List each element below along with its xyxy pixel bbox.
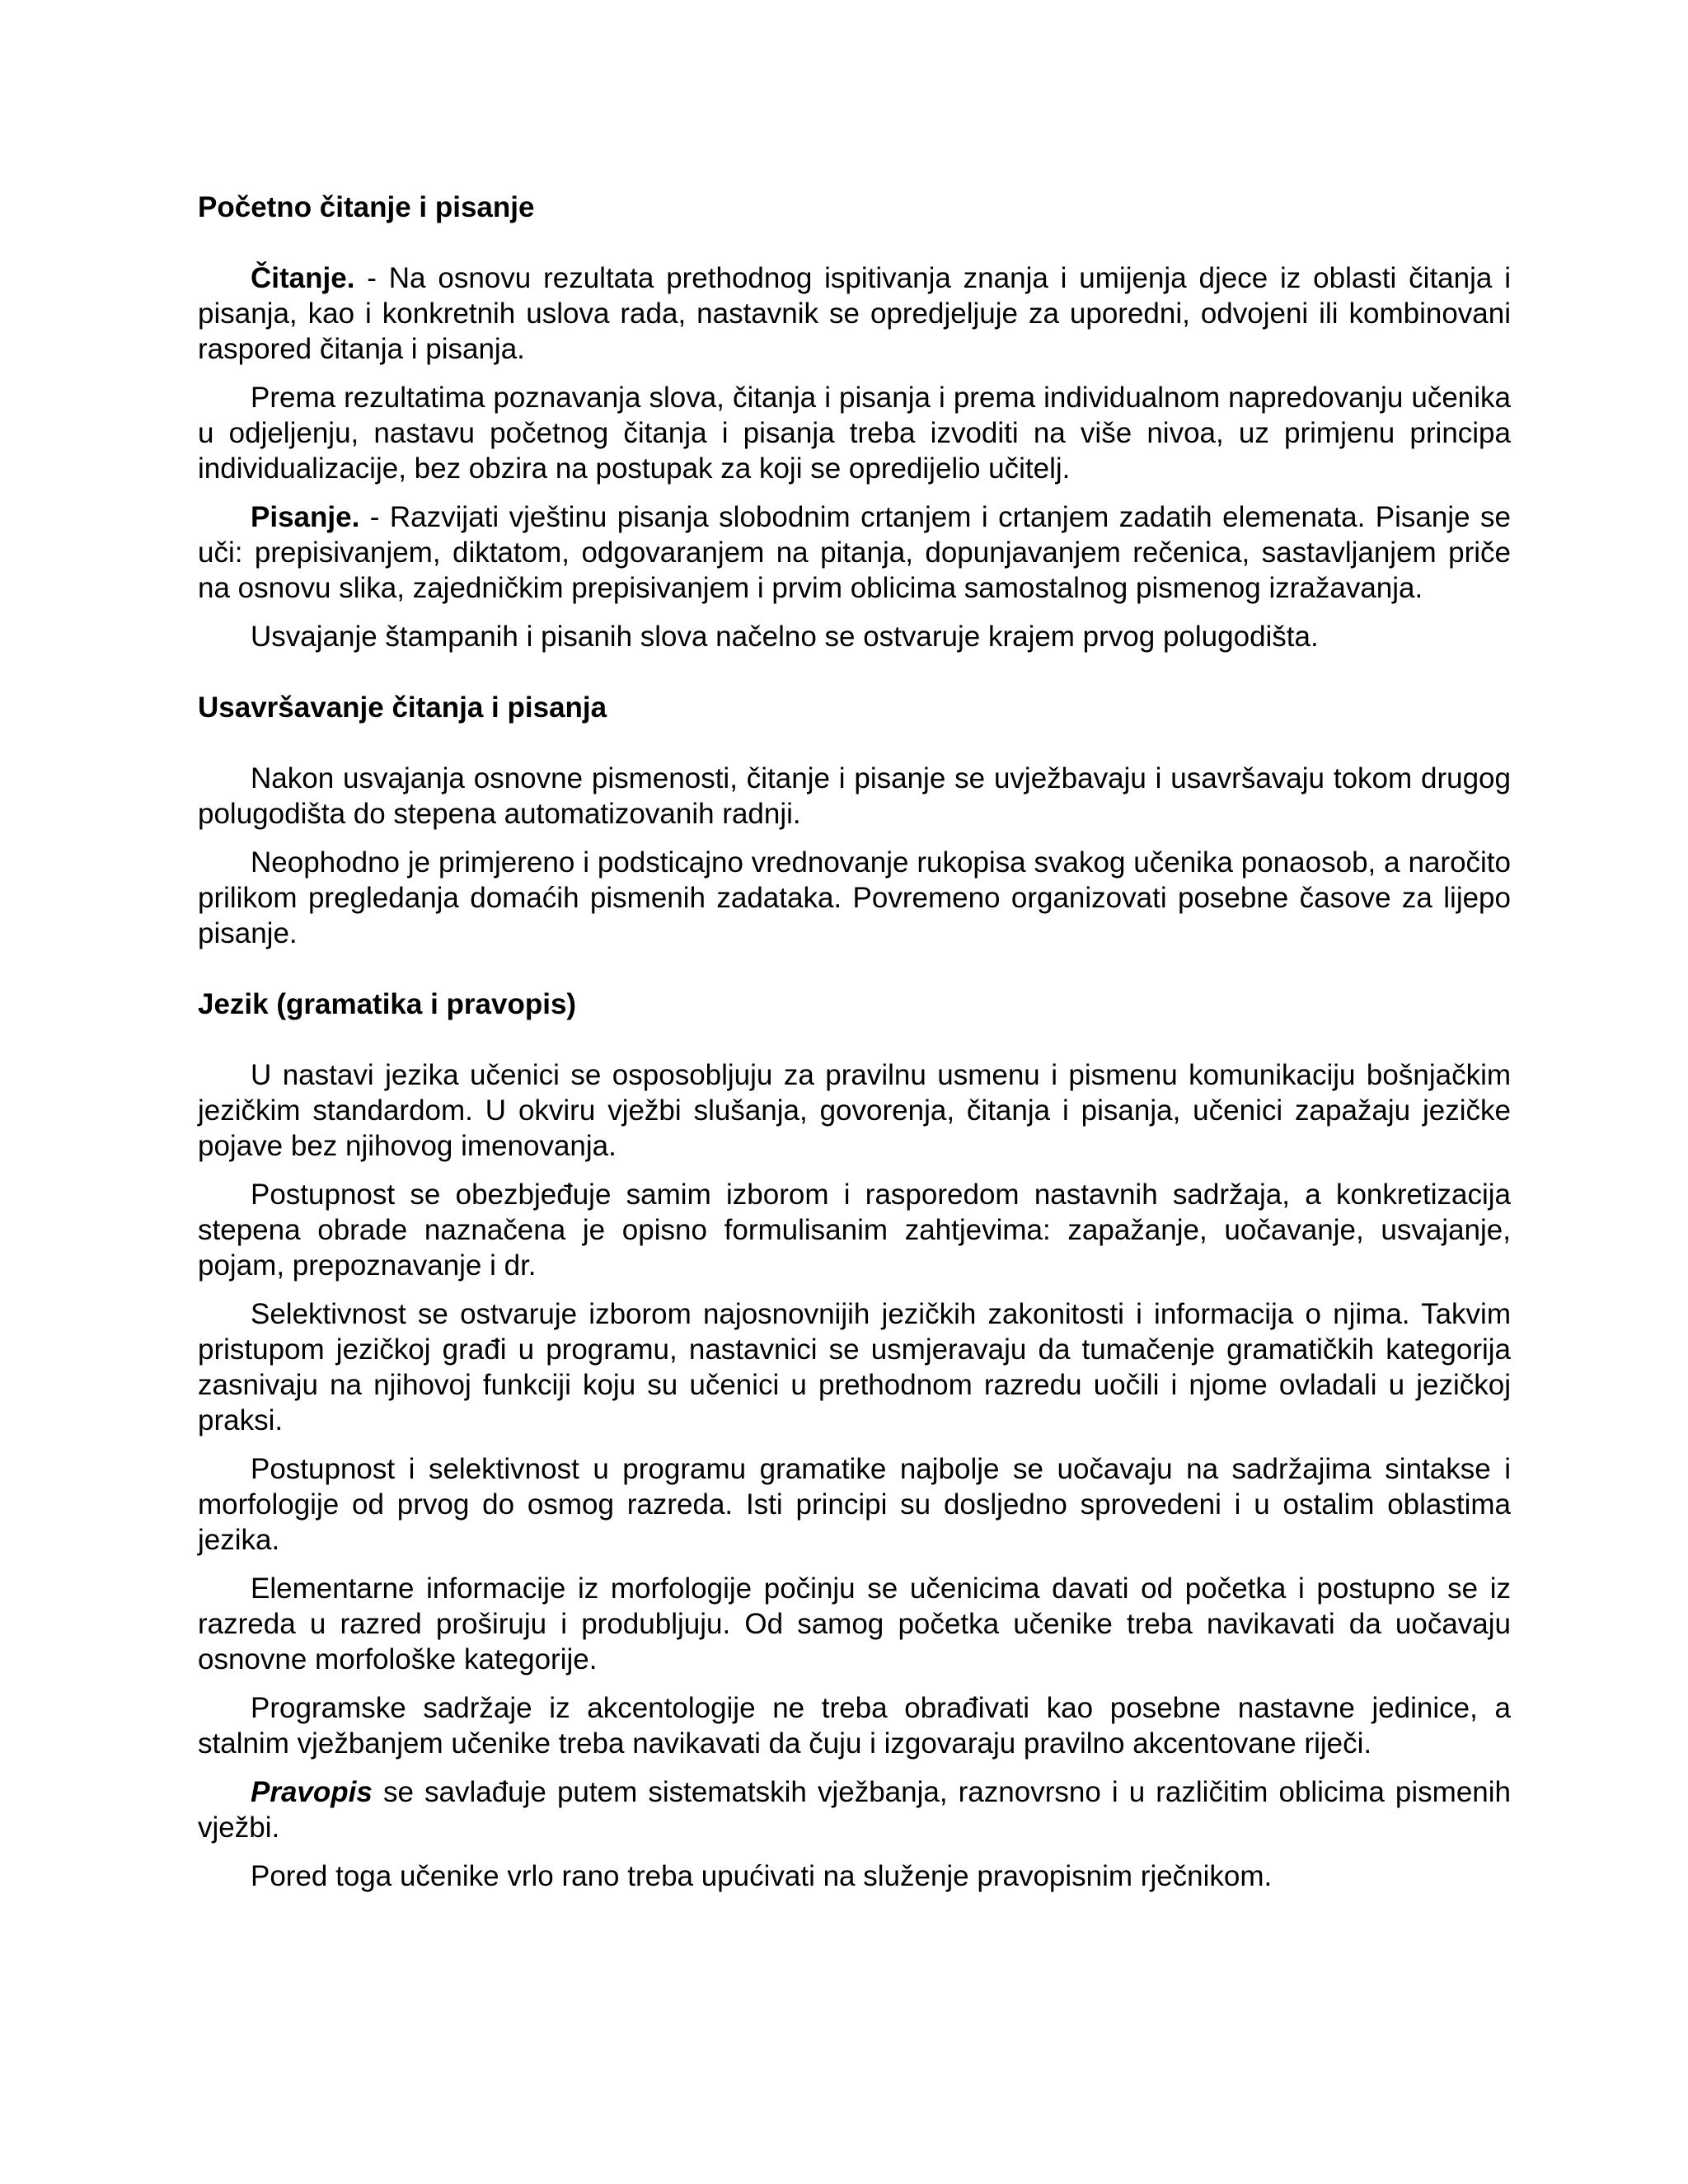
paragraph-text: - Razvijati vještinu pisanja slobodnim crtanjem i crtanjem zadatih elemenata. Pisanje se uči: prepisivanjem, diktatom, odgovaranjem na pitanja, dopunjavanjem rečenica, sastavljanjem priče na osnovu slika, zajedničkim prepisivanjem i prvim oblicima samostalnog pismenog izražavanja. (198, 501, 1511, 604)
document-page (198, 190, 1511, 1907)
paragraph-lead: Pravopis (251, 1776, 373, 1808)
section-title: Početno čitanje i pisanje (198, 191, 535, 223)
paragraph: Postupnost i selektivnost u programu gramatike najbolje se uočavaju na sadržajima sintakse i morfologije od prvog do osmog razreda. Isti principi su dosljedno sprovedeni i u ostalim oblastima jezika. (198, 1453, 1511, 1556)
section-initial-reading-writing (198, 190, 1511, 654)
paragraph: Postupnost se obezbjeđuje samim izborom i rasporedom nastavnih sadržaja, a konkretizacija stepena obrade naznačena je opisno formulisanim zahtjevima: zapažanje, uočavanje, usvajanje, pojam, prepoznavanje i dr. (198, 1179, 1511, 1282)
paragraph: Prema rezultatima poznavanja slova, čitanja i pisanja i prema individualnom napredovanju učenika u odjeljenju, nastavu početnog čitanja i pisanja treba izvoditi na više nivoa, uz primjenu principa individualizacije, bez obzira na postupak za koji se opredijelio učitelj. (198, 382, 1511, 485)
paragraph: Pored toga učenike vrlo rano treba upućivati na služenje pravopisnim rječnikom. (251, 1860, 1273, 1892)
paragraph: Nakon usvajanja osnovne pismenosti, čitanje i pisanje se uvježbavaju i usavršavaju tokom drugog polugodišta do stepena automatizovanih radnji. (198, 762, 1511, 830)
paragraph-lead: Pisanje. (251, 501, 360, 533)
section-language-grammar (198, 987, 1511, 1894)
paragraph: Programske sadržaje iz akcentologije ne treba obrađivati kao posebne nastavne jedinice, a stalnim vježbanjem učenike treba navikavati da čuju i izgovaraju pravilno akcentovane riječi. (198, 1692, 1511, 1760)
paragraph-text: se savlađuje putem sistematskih vježbanja, raznovrsno i u različitim oblicima pismenih vježbi. (198, 1776, 1511, 1844)
paragraph: Elementarne informacije iz morfologije počinju se učenicima davati od početka i postupno se iz razreda u razred proširuju i produbljuju. Od samog početka učenike treba navikavati da uočavaju osnovne morfološke kategorije. (198, 1572, 1511, 1675)
section-title: Usavršavanje čitanja i pisanja (198, 691, 607, 724)
paragraph: Neophodno je primjereno i podsticajno vrednovanje rukopisa svakog učenika ponaosob, a naročito prilikom pregledanja domaćih pismenih zadataka. Povremeno organizovati posebne časove za lijepo pisanje. (198, 846, 1511, 949)
section-improving-reading-writing (198, 690, 1511, 951)
paragraph-pravopis (198, 1774, 1511, 1845)
paragraph-text: - Na osnovu rezultata prethodnog ispitivanja znanja i umijenja djece iz oblasti čitanja i pisanja, kao i konkretnih uslova rada, nastavnik se opredjeljuje za uporedni, odvojeni ili kombinovani raspored čitanja i pisanja. (198, 262, 1511, 365)
paragraph-pisanje (198, 499, 1511, 606)
paragraph: Selektivnost se ostvaruje izborom najosnovnijih jezičkih zakonitosti i informacija o njima. Takvim pristupom jezičkoj građi u programu, nastavnici se usmjeravaju da tumačenje gramatičkih kategorija zasnivaju na njihovoj funkciji koju su učenici u prethodnom razredu uočili i njome ovladali u jezičkoj praksi. (198, 1298, 1511, 1436)
paragraph-citanje (198, 260, 1511, 367)
paragraph-lead: Čitanje. (251, 262, 355, 294)
paragraph: U nastavi jezika učenici se osposobljuju za pravilnu usmenu i pismenu komunikaciju bošnjačkim jezičkim standardom. U okviru vježbi slušanja, govorenja, čitanja i pisanja, učenici zapažaju jezičke pojave bez njihovog imenovanja. (198, 1059, 1511, 1162)
paragraph: Usvajanje štampanih i pisanih slova načelno se ostvaruje krajem prvog polugodišta. (251, 621, 1319, 653)
section-title: Jezik (gramatika i pravopis) (198, 988, 577, 1020)
